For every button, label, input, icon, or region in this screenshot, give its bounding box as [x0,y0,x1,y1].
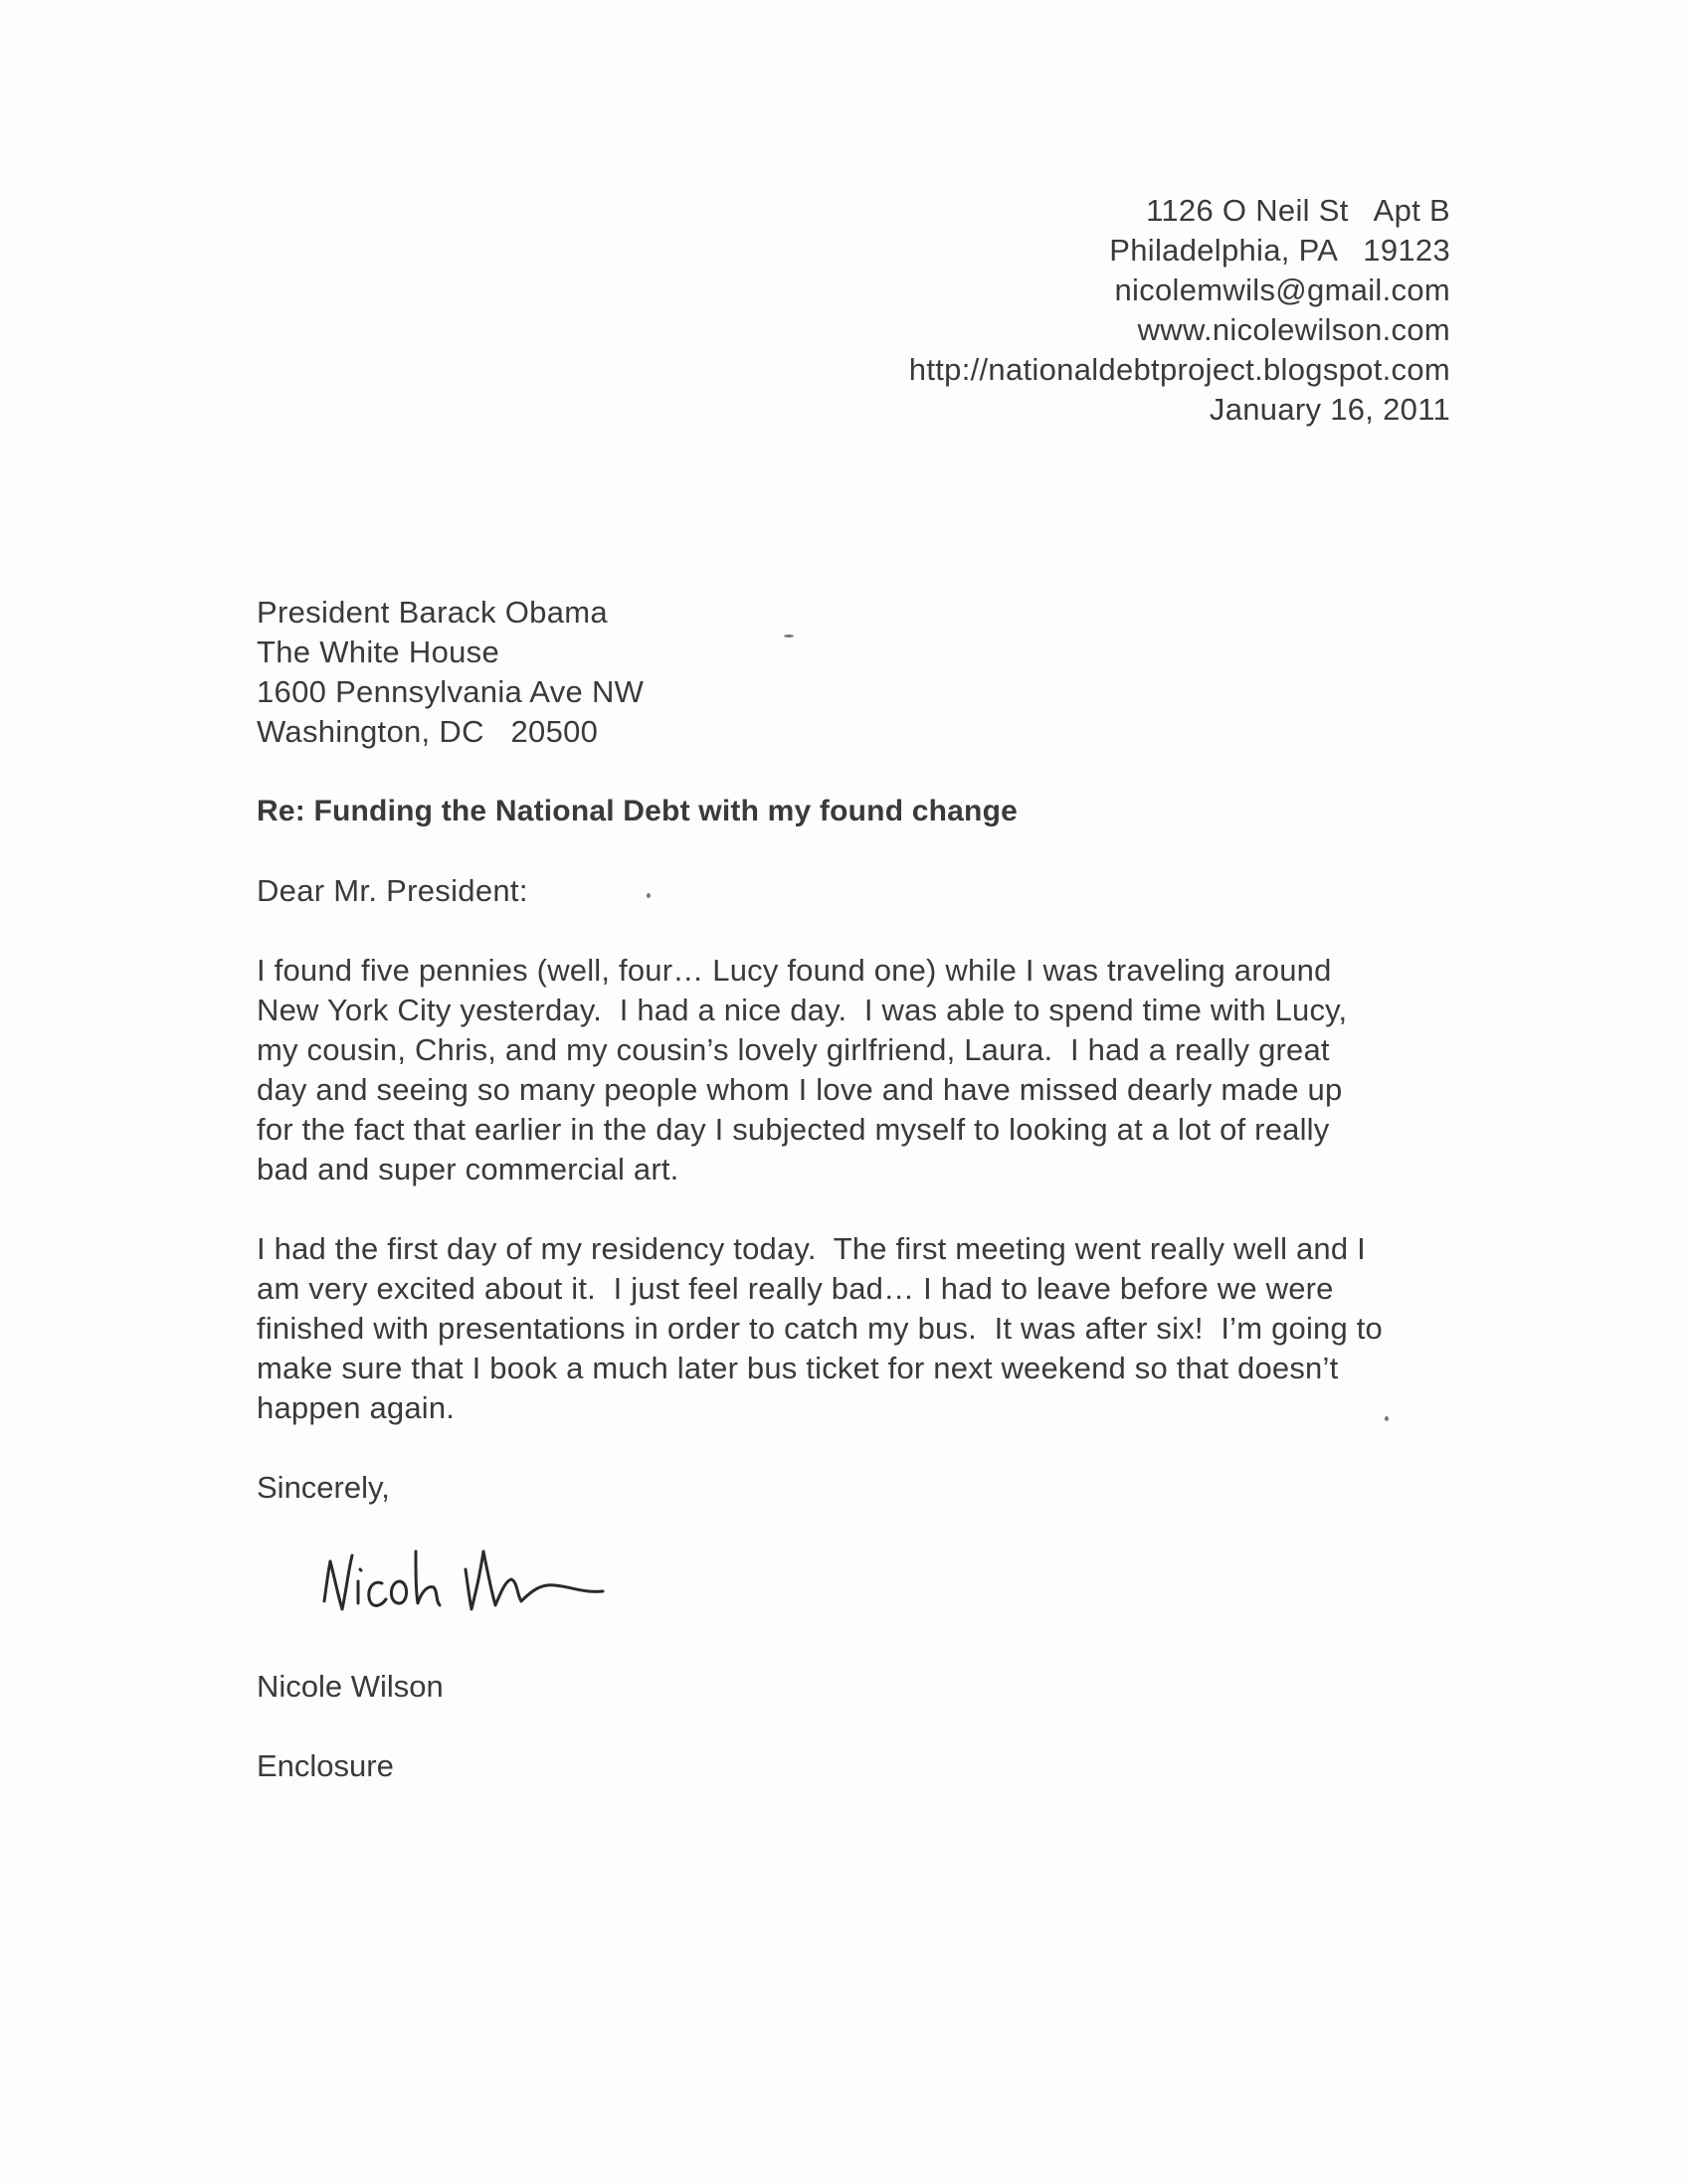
sender-email: nicolemwils@gmail.com [1114,273,1450,307]
scan-speck [1385,1416,1389,1421]
body-paragraph-1 [257,951,1450,1189]
paragraph-line: my cousin, Chris, and my cousin’s lovely girlfriend, Laura. I had a really great [257,1032,1330,1067]
sender-address-line1: 1126 O Neil St Apt B [1146,193,1450,228]
recipient-organization: The White House [257,635,499,669]
paragraph-line: finished with presentations in order to catch my bus. It was after six! I’m going to [257,1311,1383,1346]
paragraph-line: I had the first day of my residency today. The first meeting went really well and I [257,1231,1366,1266]
handwritten-signature [316,1522,734,1641]
sender-address-line2: Philadelphia, PA 19123 [1109,233,1450,268]
salutation: Dear Mr. President: [257,873,528,908]
paragraph-line: I found five pennies (well, four… Lucy found one) while I was traveling around [257,953,1332,988]
paragraph-line: day and seeing so many people whom I love and have missed dearly made up [257,1072,1343,1107]
paragraph-line: am very excited about it. I just feel really bad… I had to leave before we were [257,1271,1334,1306]
subject-line: Re: Funding the National Debt with my found change [257,795,1018,827]
closing: Sincerely, [257,1470,390,1505]
paragraph-line: make sure that I book a much later bus ticket for next weekend so that doesn’t [257,1351,1339,1385]
enclosure-notation: Enclosure [257,1748,394,1783]
paragraph-line: New York City yesterday. I had a nice day. I was able to spend time with Lucy, [257,993,1348,1027]
sender-blog: http://nationaldebtproject.blogspot.com [908,352,1450,387]
paragraph-line: bad and super commercial art. [257,1152,679,1186]
sender-website: www.nicolewilson.com [1137,312,1450,347]
recipient-street: 1600 Pennsylvania Ave NW [257,674,645,709]
paragraph-line: happen again. [257,1390,456,1425]
body-paragraph-2 [257,1229,1450,1428]
signer-name: Nicole Wilson [257,1669,444,1704]
letter-date: January 16, 2011 [1209,392,1450,427]
scan-speck [647,893,651,898]
recipient-block [257,593,644,752]
recipient-name: President Barack Obama [257,595,608,630]
sender-block [909,191,1450,430]
paragraph-line: for the fact that earlier in the day I subjected myself to looking at a lot of really [257,1112,1330,1147]
scan-speck [784,635,794,637]
recipient-city: Washington, DC 20500 [257,714,599,749]
